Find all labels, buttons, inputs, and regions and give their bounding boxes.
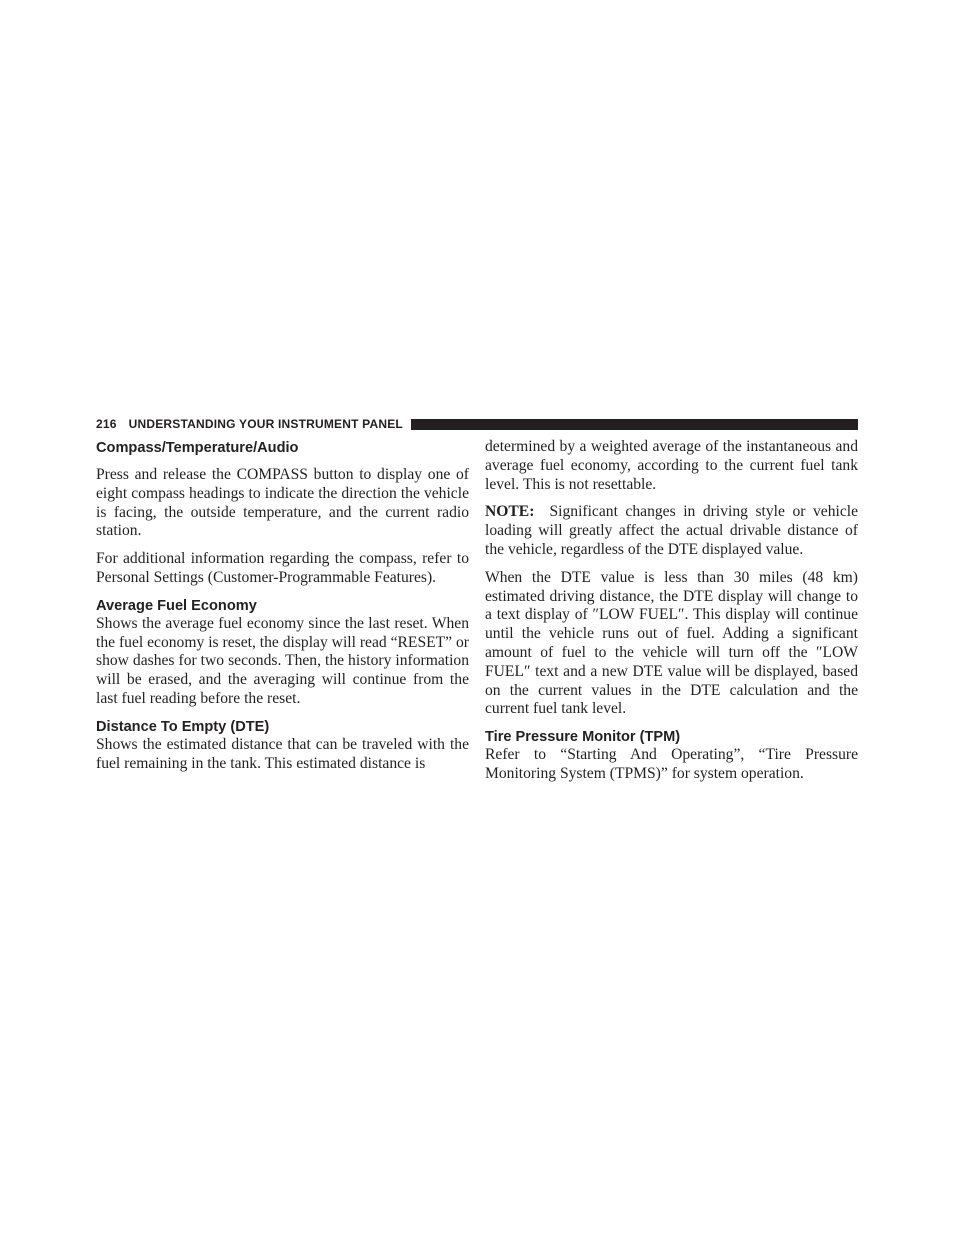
header-rule [411,419,858,430]
note-label: NOTE: [485,503,535,521]
page-header [96,416,858,432]
paragraph-compass-1: Press and release the COMPASS button to display one of eight compass headings to indicate the direction the vehicle is facing, the outside temperature, and the current radio station. [96,466,469,540]
heading-distance-to-empty: Distance To Empty (DTE) [96,718,270,735]
paragraph-compass-2: For additional information regarding the compass, refer to Personal Settings (Customer-Programmable Features). [96,550,469,586]
paragraph-average-fuel-economy: Shows the average fuel economy since the last reset. When the fuel economy is reset, the display will read “RESET” or show dashes for two seconds. Then, the history information will be erased, and the averaging will continue from the last fuel reading before the reset. [96,614,469,707]
paragraph-tpm: Refer to “Starting And Operating”, “Tire Pressure Monitoring System (TPMS)” for system operation. [485,746,858,782]
page-number: 216 [96,417,117,431]
heading-average-fuel-economy: Average Fuel Economy [96,597,257,614]
note-text: Significant changes in driving style or vehicle loading will greatly affect the actual drivable distance of the vehicle, regardless of the DTE displayed value. [485,503,858,558]
left-column [96,438,469,782]
heading-tire-pressure-monitor: Tire Pressure Monitor (TPM) [485,729,681,746]
note-paragraph [485,503,858,559]
section-title: UNDERSTANDING YOUR INSTRUMENT PANEL [128,417,403,431]
right-column [485,438,858,793]
paragraph-dte-start: Shows the estimated distance that can be traveled with the fuel remaining in the tank. This estimated distance is [96,735,469,772]
heading-compass: Compass/Temperature/Audio [96,440,299,456]
paragraph-low-fuel: When the DTE value is less than 30 miles (48 km) estimated driving distance, the DTE display will change to a text display of ″LOW FUEL″. This display will continue until the vehicle runs out of fuel. Adding a significant amount of fuel to the vehicle will turn off the ″LOW FUEL″ text and a new DTE value will be displayed, based on the current values in the DTE calculation and the current fuel tank level. [485,568,858,718]
paragraph-dte-continued: determined by a weighted average of the instantaneous and average fuel economy, according to the current fuel tank level. This is not resettable. [485,438,858,493]
